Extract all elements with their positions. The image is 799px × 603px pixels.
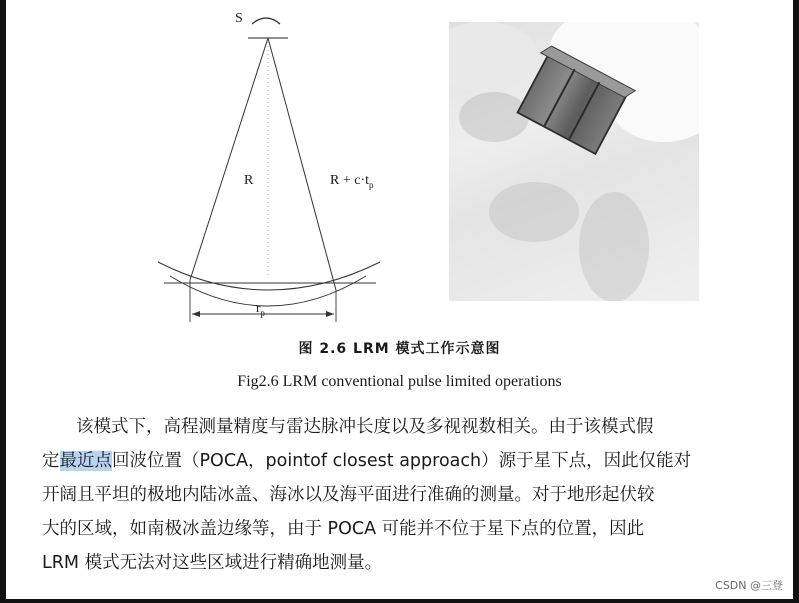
wavefront-inner (158, 262, 380, 290)
paragraph-text: 定 (42, 451, 60, 471)
pulse-limited-diagram (140, 0, 400, 330)
highlighted-term[interactable]: 最近点 (59, 451, 112, 471)
satellite-label: S (235, 11, 243, 26)
csdn-watermark: CSDN @三登 (715, 579, 783, 592)
left-border (0, 0, 6, 603)
right-border (793, 0, 799, 603)
paragraph-line-4: 大的区域，如南极冰盖边缘等，由于 POCA 可能并不位于星下点的位置，因此 (42, 519, 645, 539)
range-label-r-ct: $R + c\cdot t_p$ (330, 173, 374, 190)
range-line-left (190, 38, 268, 280)
satellite-photo (449, 22, 699, 301)
paragraph-line-5: LRM 模式无法对这些区域进行精确地测量。 (42, 553, 383, 573)
ground-shadow-3 (459, 92, 529, 142)
paragraph-text: 回波位置（POCA，pointof closest approach）源于星下点，因此仅能对 (112, 451, 692, 471)
footprint-label: $r_p$ (256, 300, 265, 318)
satellite-panel-divider (568, 82, 600, 139)
range-label-r: R (244, 173, 254, 188)
body-paragraph (42, 410, 754, 580)
cloud-bright-left (449, 22, 539, 92)
arrow-head-right (326, 311, 334, 317)
satellite-symbol (252, 18, 280, 24)
paragraph-line-1: 该模式下，高程测量精度与雷达脉冲长度以及多视视数相关。由于该模式假 (76, 417, 654, 437)
bottom-border (0, 599, 799, 603)
paragraph-line-2 (42, 444, 754, 478)
satellite-panel-divider (544, 69, 576, 126)
ground-shadow-2 (579, 192, 649, 301)
figure-caption-chinese: 图 2.6 LRM 模式工作示意图 (298, 341, 501, 357)
wavefront-outer (170, 276, 366, 306)
ground-shadow-1 (489, 182, 579, 242)
range-line-right (268, 38, 336, 290)
figure-caption-english: Fig2.6 LRM conventional pulse limited operations (237, 373, 562, 390)
paragraph-line-3: 开阔且平坦的极地内陆冰盖、海冰以及海平面进行准确的测量。对于地形起伏较 (42, 485, 655, 505)
arrow-head-left (192, 311, 200, 317)
